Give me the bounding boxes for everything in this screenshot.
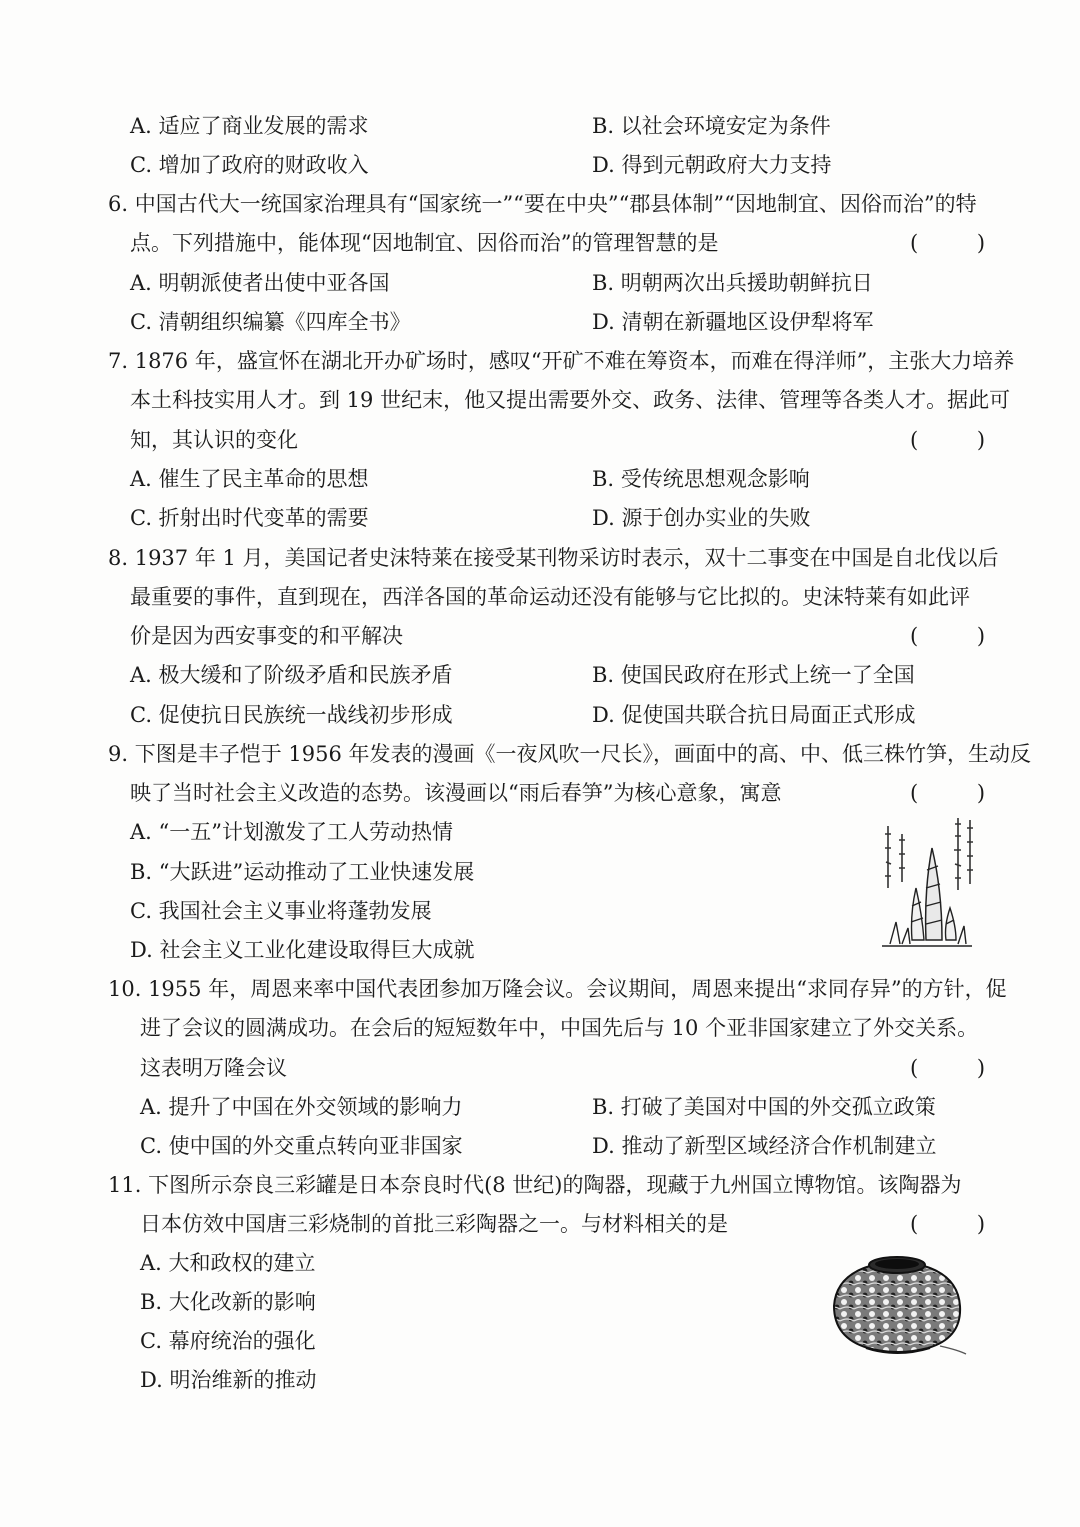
q6-option-d[interactable]: D. 清朝在新疆地区设伊犁将军 [592,310,874,334]
q7-option-b[interactable]: B. 受传统思想观念影响 [592,467,810,491]
q8-option-b[interactable]: B. 使国民政府在形式上统一了全国 [592,663,915,687]
q9-stem-text-1: 9. 下图是丰子恺于 1956 年发表的漫画《一夜风吹一尺长》，画面中的高、中、低三株竹笋，生动反 [108,742,1032,766]
sansai-jar-drawing [826,1250,970,1358]
q6-stem-text-1: 6. 中国古代大一统国家治理具有“国家统一”“要在中央”“郡县体制”“因地制宜、因俗而治”的特 [108,192,977,216]
q7-option-c[interactable]: C. 折射出时代变革的需要 [130,506,369,530]
q6-option-c[interactable]: C. 清朝组织编纂《四库全书》 [130,310,411,334]
q11-option-a[interactable]: A. 大和政权的建立 [140,1251,316,1275]
bamboo-shoots-drawing [880,810,975,950]
q9-answer-paren[interactable]: ( ) [910,781,1012,805]
q10-stem-text-2: 进了会议的圆满成功。在会后的短短数年中，中国先后与 10 个亚非国家建立了外交关系。 [140,1016,979,1040]
q5-option-d[interactable]: D. 得到元朝政府大力支持 [592,153,832,177]
q10-option-a[interactable]: A. 提升了中国在外交领域的影响力 [140,1095,463,1119]
q10-stem-text-3: 这表明万隆会议 [140,1056,287,1080]
q9-option-b[interactable]: B. “大跃进”运动推动了工业快速发展 [130,860,475,884]
q10-answer-paren[interactable]: ( ) [910,1056,1012,1080]
q9-option-d[interactable]: D. 社会主义工业化建设取得巨大成就 [130,938,475,962]
q8-stem-text-3: 价是因为西安事变的和平解决 [130,624,403,648]
q7-option-a[interactable]: A. 催生了民主革命的思想 [130,467,369,491]
q11-option-b[interactable]: B. 大化改新的影响 [140,1290,316,1314]
q6-stem-text-2: 点。下列措施中，能体现“因地制宜、因俗而治”的管理智慧的是 [130,231,719,255]
q8-option-d[interactable]: D. 促使国共联合抗日局面正式形成 [592,703,916,727]
q10-option-b[interactable]: B. 打破了美国对中国的外交孤立政策 [592,1095,936,1119]
q5-option-c[interactable]: C. 增加了政府的财政收入 [130,153,369,177]
q8-answer-paren[interactable]: ( ) [910,624,1012,648]
q10-option-c[interactable]: C. 使中国的外交重点转向亚非国家 [140,1134,463,1158]
q9-stem-text-2: 映了当时社会主义改造的态势。该漫画以“雨后春笋”为核心意象，寓意 [130,781,782,805]
q9-option-c[interactable]: C. 我国社会主义事业将蓬勃发展 [130,899,432,923]
q7-answer-paren[interactable]: ( ) [910,428,1012,452]
q7-stem-text-3: 知，其认识的变化 [130,428,298,452]
q7-stem-text-2: 本土科技实用人才。到 19 世纪末，他又提出需要外交、政务、法律、管理等各类人才。据此可 [130,388,1011,412]
q5-option-a[interactable]: A. 适应了商业发展的需求 [130,114,369,138]
q11-answer-paren[interactable]: ( ) [910,1212,1012,1236]
q8-option-c[interactable]: C. 促使抗日民族统一战线初步形成 [130,703,453,727]
q9-option-a[interactable]: A. “一五”计划激发了工人劳动热情 [130,820,453,844]
q11-stem-text-1: 11. 下图所示奈良三彩罐是日本奈良时代(8 世纪)的陶器，现藏于九州国立博物馆。该陶器为 [108,1173,962,1197]
q5-option-b[interactable]: B. 以社会环境安定为条件 [592,114,831,138]
q6-option-b[interactable]: B. 明朝两次出兵援助朝鲜抗日 [592,271,873,295]
q11-option-c[interactable]: C. 幕府统治的强化 [140,1329,316,1353]
nara-sansai-jar-image [826,1250,970,1358]
q8-option-a[interactable]: A. 极大缓和了阶级矛盾和民族矛盾 [130,663,453,687]
q10-stem-text-1: 10. 1955 年，周恩来率中国代表团参加万隆会议。会议期间，周恩来提出“求同存异”的方针，促 [108,977,1007,1001]
q8-stem-text-1: 8. 1937 年 1 月，美国记者史沫特莱在接受某刊物采访时表示，双十二事变在中国是自北伐以后 [108,546,999,570]
q10-option-d[interactable]: D. 推动了新型区域经济合作机制建立 [592,1134,937,1158]
bamboo-shoots-cartoon [880,810,975,950]
q11-stem-text-2: 日本仿效中国唐三彩烧制的首批三彩陶器之一。与材料相关的是 [140,1212,728,1236]
q7-option-d[interactable]: D. 源于创办实业的失败 [592,506,811,530]
q8-stem-text-2: 最重要的事件，直到现在，西洋各国的革命运动还没有能够与它比拟的。史沫特莱有如此评 [130,585,970,609]
q6-option-a[interactable]: A. 明朝派使者出使中亚各国 [130,271,390,295]
q6-answer-paren[interactable]: ( ) [910,231,1012,255]
q11-option-d[interactable]: D. 明治维新的推动 [140,1368,317,1392]
q7-stem-text-1: 7. 1876 年，盛宣怀在湖北开办矿场时，感叹“开矿不难在筹资本，而难在得洋师”，主张大力培养 [108,349,1015,373]
